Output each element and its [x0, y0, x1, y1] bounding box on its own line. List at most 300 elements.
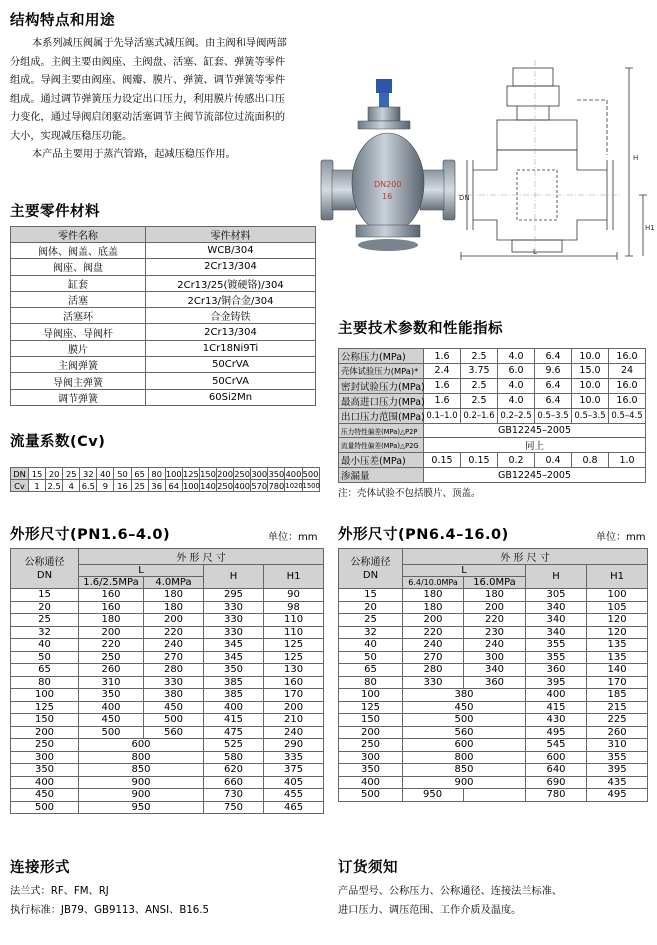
dims1-row — [11, 764, 324, 777]
dims2-cell: 360 — [526, 664, 587, 677]
cv-dn-cell: 150 — [200, 468, 216, 479]
dims2-cell: 120 — [587, 626, 648, 639]
dims1-row — [11, 714, 324, 727]
dims2-cell: 170 — [587, 676, 648, 689]
dims2-cell: 250 — [339, 739, 403, 752]
dims2-cell: 120 — [587, 614, 648, 627]
dims2-cell: 395 — [587, 764, 648, 777]
dims1-cell: 220 — [79, 639, 144, 652]
dims1-dn-header-label: 公称通径 — [24, 556, 65, 568]
materials-title: 主要零件材料 — [10, 204, 100, 220]
dims1-cell: 330 — [144, 676, 204, 689]
tech-row-label: 出口压力范围(MPa) — [339, 408, 424, 423]
materials-table — [10, 226, 316, 406]
dims1-cell: 65 — [11, 664, 79, 677]
dims1-row — [11, 664, 324, 677]
dims1-cell: 250 — [11, 739, 79, 752]
materials-cell: WCB/304 — [146, 243, 316, 259]
dims2-cell: 220 — [403, 626, 464, 639]
tech-cell: 16.0 — [609, 393, 646, 408]
dims2-header-row — [339, 549, 648, 565]
dims2-row — [339, 676, 648, 689]
features-paragraph — [10, 35, 287, 165]
features-line: 本系列减压阀属于先导活塞式减压阀。由主阀和导阀两部 — [32, 38, 287, 49]
dims2-table — [338, 548, 648, 802]
dims1-row — [11, 639, 324, 652]
dims2-cell: 340 — [526, 626, 587, 639]
dims1-cell: 300 — [11, 751, 79, 764]
tech-row-label: 压力特性偏差(MPa)△P2P — [339, 423, 424, 438]
dims1-cell: 200 — [11, 726, 79, 739]
dims1-cell: 345 — [204, 651, 264, 664]
cv-value-cell: 1020 — [285, 481, 303, 490]
ordering-text — [338, 882, 562, 920]
cv-value-cell: 1500 — [302, 481, 320, 490]
tech-cell: 6.4 — [535, 393, 572, 408]
dims2-cell: 430 — [526, 714, 587, 727]
tech-row-label: 公称压力(MPa) — [339, 349, 424, 364]
dims2-cell: 340 — [464, 664, 526, 677]
dims2-cell: 200 — [403, 614, 464, 627]
connection-line: 法兰式：RF、FM、RJ — [10, 886, 109, 897]
cv-dn-cell: 40 — [97, 468, 114, 480]
dims2-cell: 185 — [587, 689, 648, 702]
dims1-cell: 240 — [264, 726, 324, 739]
dims1-cell: 40 — [11, 639, 79, 652]
dims1-cell: 110 — [264, 626, 324, 639]
tech-cell: 0.2–2.5 — [498, 408, 535, 423]
dims2-cell: 500 — [403, 714, 526, 727]
tech-row — [339, 438, 646, 453]
dims2-l2-header: 16.0MPa — [464, 577, 526, 589]
dims2-cell: 415 — [526, 701, 587, 714]
tech-cell: 6.4 — [535, 349, 572, 364]
dims2-unit: 单位：mm — [596, 532, 646, 543]
dims2-cell: 780 — [526, 789, 587, 802]
dims1-cell: 330 — [204, 601, 264, 614]
dims2-cell: 240 — [403, 639, 464, 652]
materials-cell: 缸套 — [11, 275, 146, 291]
cv-dn-row — [11, 468, 320, 480]
materials-cell: 2Cr13/25(镀硬铬)/304 — [146, 275, 316, 291]
tech-cell: 16.0 — [609, 349, 646, 364]
materials-cell: 导阀座、导阀杆 — [11, 324, 146, 340]
svg-text:16: 16 — [382, 192, 393, 201]
dims1-dn-header-code: DN — [36, 569, 53, 581]
dims2-cell: 360 — [464, 676, 526, 689]
dims1-cell: 450 — [11, 789, 79, 802]
materials-cell: 1Cr18Ni9Ti — [146, 340, 316, 356]
dims2-cell: 800 — [403, 751, 526, 764]
cv-value-cell: 64 — [165, 480, 182, 492]
tech-cell: 1.0 — [609, 453, 646, 468]
materials-row — [11, 340, 316, 356]
dims2-outer-header: 外 形 尺 寸 — [403, 549, 648, 565]
tech-note: 注：壳体试验不包括膜片、顶盖。 — [338, 488, 481, 499]
dims1-cell: 98 — [264, 601, 324, 614]
dims1-h1-header: H1 — [264, 565, 324, 589]
cv-value-cell: 100 — [182, 480, 199, 491]
dims1-cell: 295 — [204, 589, 264, 602]
valve-photo — [318, 75, 458, 253]
cv-dn-cell: 350 — [268, 468, 285, 479]
dims2-cell: 950 — [403, 789, 464, 802]
dimension-drawing — [457, 60, 653, 260]
dims1-row — [11, 739, 324, 752]
dims1-dn-header — [11, 549, 79, 589]
materials-cell: 阀座、阀盘 — [11, 259, 146, 275]
dims2-cell: 560 — [403, 726, 526, 739]
dims2-title: 外形尺寸(PN6.4–16.0) — [338, 527, 509, 543]
dims1-cell: 350 — [11, 764, 79, 777]
dims2-l1-header: 6.4/10.0MPa — [403, 577, 464, 589]
svg-text:L: L — [533, 248, 537, 256]
dims2-cell: 600 — [403, 739, 526, 752]
cv-dn-cell: 400 — [285, 468, 302, 479]
dims1-cell: 160 — [264, 676, 324, 689]
dims2-cell: 450 — [403, 701, 526, 714]
dims1-row — [11, 701, 324, 714]
dims2-cell: 125 — [339, 701, 403, 714]
dims1-row — [11, 676, 324, 689]
tech-row — [339, 423, 646, 438]
cv-value-cell: 1 — [29, 480, 46, 492]
dims2-cell: 180 — [464, 589, 526, 602]
tech-row — [339, 364, 646, 379]
tech-cell: 0.2–1.6 — [461, 408, 498, 423]
cv-value-cell: 6.5 — [81, 480, 95, 491]
materials-cell: 导阀主弹簧 — [11, 373, 146, 389]
dims2-cell: 690 — [526, 776, 587, 789]
dims1-row — [11, 689, 324, 702]
tech-cell: 2.5 — [461, 393, 498, 408]
tech-row — [339, 453, 646, 468]
dims1-cell: 280 — [144, 664, 204, 677]
tech-cell: 10.0 — [572, 393, 609, 408]
dims2-cell: 280 — [403, 664, 464, 677]
dims1-cell: 730 — [204, 789, 264, 802]
dims1-cell: 200 — [264, 701, 324, 714]
dims2-cell: 600 — [526, 751, 587, 764]
connection-text — [10, 882, 209, 920]
materials-cell: 合金铸铁 — [146, 308, 316, 324]
materials-cell: 调节弹簧 — [11, 389, 146, 405]
tech-cell: 0.5–3.5 — [535, 408, 572, 423]
materials-cell: 50CrVA — [146, 373, 316, 389]
dims2-cell: 230 — [464, 626, 526, 639]
cv-dn-cell: 25 — [63, 468, 80, 480]
dims1-cell: 450 — [144, 701, 204, 714]
dims1-l-header: L — [79, 565, 204, 577]
dims2-cell: 100 — [339, 689, 403, 702]
dims1-cell: 350 — [204, 664, 264, 677]
dims1-cell: 125 — [11, 701, 79, 714]
cv-value-cell: 36 — [148, 480, 165, 492]
dims1-cell: 455 — [264, 789, 324, 802]
dims1-cell: 475 — [204, 726, 264, 739]
tech-cell: 2.5 — [461, 378, 498, 393]
dims2-cell: 135 — [587, 651, 648, 664]
materials-cell: 膜片 — [11, 340, 146, 356]
dims1-cell: 25 — [11, 614, 79, 627]
dims1-l2-header: 4.0MPa — [144, 577, 204, 589]
dims2-cell: 400 — [526, 689, 587, 702]
dims2-cell: 310 — [587, 739, 648, 752]
materials-row — [11, 389, 316, 405]
dims2-cell: 135 — [587, 639, 648, 652]
tech-row-label: 流量特性偏差(MPa)△P2G — [339, 438, 424, 453]
dims1-cell: 180 — [144, 589, 204, 602]
tech-row — [339, 393, 646, 408]
cv-dn-cell: 15 — [29, 468, 46, 480]
svg-text:H1: H1 — [645, 224, 655, 232]
materials-row — [11, 373, 316, 389]
dims2-cell: 80 — [339, 676, 403, 689]
tech-row — [339, 468, 646, 483]
dims2-row — [339, 689, 648, 702]
materials-cell: 2Cr13/304 — [146, 259, 316, 275]
dims1-cell: 80 — [11, 676, 79, 689]
cv-table — [10, 467, 320, 492]
materials-row — [11, 259, 316, 275]
dims1-outer-header: 外 形 尺 寸 — [79, 549, 324, 565]
features-title: 结构特点和用途 — [10, 13, 115, 29]
materials-row — [11, 324, 316, 340]
cv-value-cell: 2.5 — [47, 480, 61, 491]
svg-text:DN: DN — [459, 194, 470, 202]
connection-title: 连接形式 — [10, 860, 70, 876]
materials-header-row — [11, 227, 316, 243]
dims1-cell: 200 — [79, 626, 144, 639]
dims1-header-row — [11, 549, 324, 565]
tech-cell: 3.75 — [461, 364, 498, 379]
dims2-cell: 300 — [464, 651, 526, 664]
tech-cell: 1.6 — [424, 378, 461, 393]
dims2-cell: 180 — [403, 601, 464, 614]
dims1-cell: 500 — [79, 726, 144, 739]
dims1-cell: 220 — [144, 626, 204, 639]
dims1-row — [11, 726, 324, 739]
dims2-dn-header — [339, 549, 403, 589]
cv-value-cell: 780 — [268, 480, 285, 491]
dims2-cell: 500 — [339, 789, 403, 802]
dims2-row — [339, 764, 648, 777]
tech-cell: 0.5–4.5 — [609, 408, 646, 423]
dims2-cell: 140 — [587, 664, 648, 677]
dims1-cell: 180 — [144, 601, 204, 614]
tech-cell: 1.6 — [424, 393, 461, 408]
tech-row-label: 壳体试验压力(MPa)* — [339, 364, 424, 379]
tech-row-label: 密封试验压力(MPa) — [339, 378, 424, 393]
tech-cell: 0.4 — [535, 453, 572, 468]
dims1-cell: 125 — [264, 651, 324, 664]
tech-cell: 6.0 — [498, 364, 535, 379]
dims1-cell: 330 — [204, 626, 264, 639]
dims1-cell: 260 — [79, 664, 144, 677]
tech-cell: 1.6 — [424, 349, 461, 364]
dims2-cell: 20 — [339, 601, 403, 614]
dims1-cell: 170 — [264, 689, 324, 702]
tech-cell: 同上 — [424, 438, 646, 453]
dims1-cell: 400 — [11, 776, 79, 789]
dims1-cell: 160 — [79, 589, 144, 602]
tech-table — [338, 348, 646, 483]
tech-row — [339, 349, 646, 364]
cv-dn-cell: 200 — [217, 468, 233, 479]
dims1-cell: 375 — [264, 764, 324, 777]
tech-cell: 10.0 — [572, 349, 609, 364]
dims2-row — [339, 776, 648, 789]
dims1-cell: 750 — [204, 801, 264, 814]
dims2-cell: 640 — [526, 764, 587, 777]
dims1-cell: 620 — [204, 764, 264, 777]
materials-header-cell: 零件名称 — [11, 227, 146, 243]
dims2-h-header: H — [526, 565, 587, 589]
cv-dn-cell: 20 — [46, 468, 63, 480]
dims2-cell: 340 — [526, 614, 587, 627]
dims2-cell: 850 — [403, 764, 526, 777]
dims2-cell: 330 — [403, 676, 464, 689]
dims2-row — [339, 726, 648, 739]
tech-cell: 16.0 — [609, 378, 646, 393]
dims1-row — [11, 589, 324, 602]
cv-value-row — [11, 480, 320, 492]
materials-row — [11, 357, 316, 373]
dims2-cell: 100 — [587, 589, 648, 602]
dims2-row — [339, 639, 648, 652]
dims1-cell: 32 — [11, 626, 79, 639]
dims2-cell: 350 — [339, 764, 403, 777]
dims1-row — [11, 651, 324, 664]
cv-dn-cell: 125 — [182, 468, 199, 479]
dims1-cell: 400 — [204, 701, 264, 714]
dims2-row — [339, 714, 648, 727]
dims2-l-header: L — [403, 565, 526, 577]
dims2-cell: 900 — [403, 776, 526, 789]
dims2-row — [339, 701, 648, 714]
cv-value-cell: 570 — [251, 480, 268, 491]
svg-text:H: H — [633, 154, 639, 162]
cv-value-cell: 9 — [97, 480, 114, 492]
tech-cell: 0.15 — [461, 453, 498, 468]
cv-label-cell: Cv — [11, 480, 29, 492]
dims1-cell: 125 — [264, 639, 324, 652]
dims2-row — [339, 626, 648, 639]
dims1-cell: 160 — [79, 601, 144, 614]
dims2-cell: 225 — [587, 714, 648, 727]
tech-cell: 15.0 — [572, 364, 609, 379]
tech-cell: 6.4 — [535, 378, 572, 393]
dims1-cell: 900 — [79, 776, 204, 789]
cv-dn-cell: 500 — [302, 468, 319, 479]
cv-dn-cell: 100 — [165, 468, 182, 479]
dims1-cell: 380 — [144, 689, 204, 702]
dims1-row — [11, 776, 324, 789]
dims1-cell: 210 — [264, 714, 324, 727]
dims1-cell: 580 — [204, 751, 264, 764]
tech-title: 主要技术参数和性能指标 — [338, 321, 503, 337]
cv-value-cell: 250 — [217, 480, 233, 491]
dims1-cell: 330 — [204, 614, 264, 627]
dims2-cell: 545 — [526, 739, 587, 752]
tech-cell: 10.0 — [572, 378, 609, 393]
materials-row — [11, 243, 316, 259]
dims1-cell: 270 — [144, 651, 204, 664]
dims1-cell: 150 — [11, 714, 79, 727]
dims1-cell: 345 — [204, 639, 264, 652]
dims2-cell: 150 — [339, 714, 403, 727]
dims2-cell: 400 — [339, 776, 403, 789]
dims2-cell: 355 — [526, 639, 587, 652]
dims2-row — [339, 739, 648, 752]
features-line: 组成。通过调节弹簧压力设定出口压力，利用膜片传感出口压 — [10, 93, 286, 105]
ordering-line: 进口压力、调压范围、工作介质及温度。 — [338, 905, 522, 916]
materials-cell: 50CrVA — [146, 357, 316, 373]
tech-row-label: 渗漏量 — [339, 468, 424, 483]
ordering-line: 产品型号、公称压力、公称通径、连接法兰标准、 — [338, 886, 563, 897]
dims1-cell: 400 — [79, 701, 144, 714]
tech-row-label: 最高进口压力(MPa) — [339, 393, 424, 408]
materials-cell: 阀体、阀盖、底盖 — [11, 243, 146, 259]
cv-dn-cell: 32 — [80, 468, 97, 480]
dims2-row — [339, 601, 648, 614]
dims1-cell: 660 — [204, 776, 264, 789]
cv-value-cell: 25 — [131, 480, 148, 492]
dims2-cell: 25 — [339, 614, 403, 627]
dims1-cell: 465 — [264, 801, 324, 814]
materials-cell: 主阀弹簧 — [11, 357, 146, 373]
dims1-cell: 405 — [264, 776, 324, 789]
tech-cell: 4.0 — [498, 349, 535, 364]
materials-row — [11, 275, 316, 291]
dims1-cell: 950 — [79, 801, 204, 814]
cv-value-cell: 16 — [114, 480, 131, 492]
ordering-title: 订货须知 — [338, 860, 398, 876]
tech-cell: GB12245–2005 — [424, 468, 646, 483]
dims2-cell — [464, 789, 526, 802]
dims1-cell: 900 — [79, 789, 204, 802]
dims1-row — [11, 789, 324, 802]
tech-cell: 2.5 — [461, 349, 498, 364]
dims2-cell: 65 — [339, 664, 403, 677]
dims1-cell: 110 — [264, 614, 324, 627]
dims1-cell: 560 — [144, 726, 204, 739]
tech-row — [339, 378, 646, 393]
dims1-row — [11, 751, 324, 764]
dims2-cell: 495 — [526, 726, 587, 739]
dims1-cell: 800 — [79, 751, 204, 764]
dims1-cell: 130 — [264, 664, 324, 677]
tech-row — [339, 408, 646, 423]
connection-line: 执行标准：JB79、GB9113、ANSI、B16.5 — [10, 905, 209, 916]
cv-dn-cell: 50 — [114, 468, 131, 480]
dims1-cell: 200 — [144, 614, 204, 627]
dims2-cell: 50 — [339, 651, 403, 664]
tech-cell: 0.2 — [498, 453, 535, 468]
dims2-cell: 180 — [403, 589, 464, 602]
dims1-table — [10, 548, 324, 814]
dims1-cell: 310 — [79, 676, 144, 689]
dims1-cell: 290 — [264, 739, 324, 752]
dims1-row — [11, 626, 324, 639]
dims2-row — [339, 614, 648, 627]
materials-cell: 60Si2Mn — [146, 389, 316, 405]
dims1-cell: 50 — [11, 651, 79, 664]
cv-dn-cell: 65 — [131, 468, 148, 480]
dims2-row — [339, 789, 648, 802]
dims1-cell: 500 — [11, 801, 79, 814]
dims1-l1-header: 1.6/2.5MPa — [79, 577, 144, 589]
